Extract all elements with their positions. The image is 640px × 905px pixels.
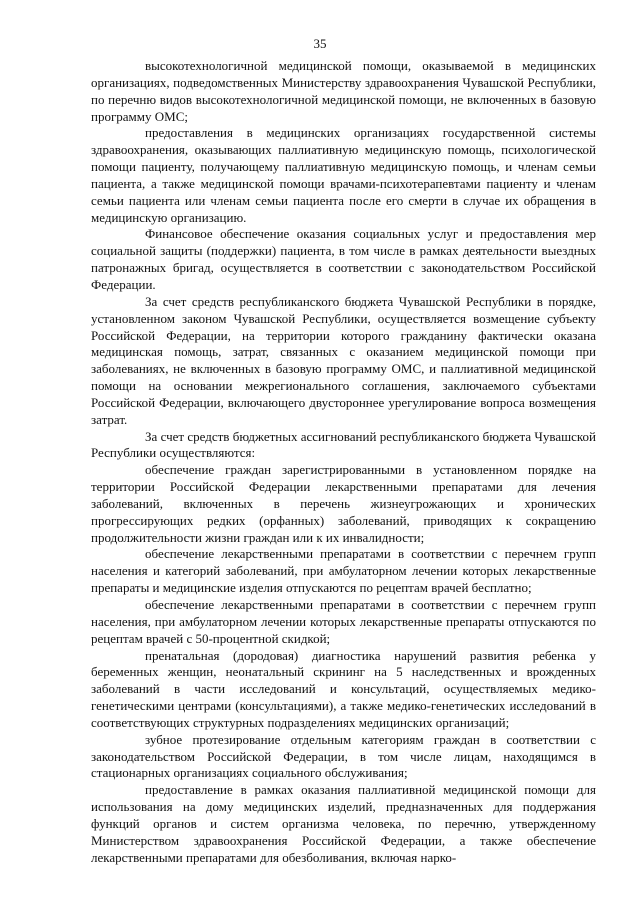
paragraph-9: пренатальная (дородовая) диагностика нарушений развития ребенка у беременных женщин, неонатальный скрининг на 5 наследственных и врожденных заболеваний в части исследований и консультаций, осуществляемых медико-генетическими центрами (консультациями), а также медико-генетических исследований в соответствующих структурных подразделениях медицинских организаций; — [91, 647, 596, 730]
page-number: 35 — [313, 36, 327, 51]
paragraph-3: Финансовое обеспечение оказания социальных услуг и предоставления мер социальной защиты (поддержки) пациента, в том числе в рамках деятельности выездных патронажных бригад, осуществляется в соответствии с законодательством Российской Федерации. — [91, 226, 596, 292]
paragraph-8: обеспечение лекарственными препаратами в соответствии с перечнем групп населения, при амбулаторном лечении которых лекарственные препараты отпускаются по рецептам врачей с 50-процентной скидкой; — [91, 597, 596, 646]
body-text — [91, 58, 596, 867]
paragraph-7: обеспечение лекарственными препаратами в соответствии с перечнем групп населения и категорий заболеваний, при амбулаторном лечении которых лекарственные препараты и медицинские изделия отпускаются по рецептам врачей бесплатно; — [91, 546, 596, 596]
paragraph-11: предоставление в рамках оказания паллиативной медицинской помощи для использования на дому медицинских изделий, предназначенных для поддержания функций органов и систем организма человека, по перечню, утвержденному Министерством здравоохранения Российской Федерации, а также обеспечение лекарственными препаратами для обезболивания, включая нарко- — [91, 782, 596, 865]
paragraph-10: зубное протезирование отдельным категориям граждан в соответствии с законодательством Российской Федерации, в том числе лицам, находящимся в стационарных организациях социального обслуживания; — [91, 731, 596, 781]
paragraph-5: За счет средств бюджетных ассигнований республиканского бюджета Чувашской Республики осуществляются: — [91, 428, 596, 461]
paragraph-4: За счет средств республиканского бюджета Чувашской Республики в порядке, установленном законом Чувашской Республики, осуществляется возмещение субъекту Российской Федерации, на территории которого гражданину фактически оказана медицинская помощь, затрат, связанных с оказанием медицинской помощи при заболеваниях, не включенных в базовую программу ОМС, и паллиативной медицинской помощи на основании межрегионального соглашения, заключаемого субъектами Российской Федерации, включающего двустороннее урегулирование вопроса возмещения затрат. — [91, 293, 596, 427]
paragraph-1: высокотехнологичной медицинской помощи, оказываемой в медицинских организациях, подведомственных Министерству здравоохранения Чувашской Республики, по перечню видов высокотехнологичной медицинской помощи, не включенных в базовую программу ОМС; — [91, 58, 596, 124]
paragraph-6: обеспечение граждан зарегистрированными в установленном порядке на территории Российской Федерации лекарственными препаратами для лечения заболеваний, включенных в перечень жизнеугрожающих и хронических прогрессирующих редких (орфанных) заболеваний, приводящих к сокращению продолжительности жизни граждан или к их инвалидности; — [91, 462, 596, 545]
paragraph-2: предоставления в медицинских организациях государственной системы здравоохранения, оказывающих паллиативную медицинскую помощь, психологической помощи пациенту, получающему паллиативную медицинскую помощь, и членам семьи пациента, а также медицинской помощи врачами-психотерапевтами пациенту и членам семьи пациента или членам семьи пациента после его смерти в случае их обращения в медицинскую организацию. — [91, 125, 596, 225]
